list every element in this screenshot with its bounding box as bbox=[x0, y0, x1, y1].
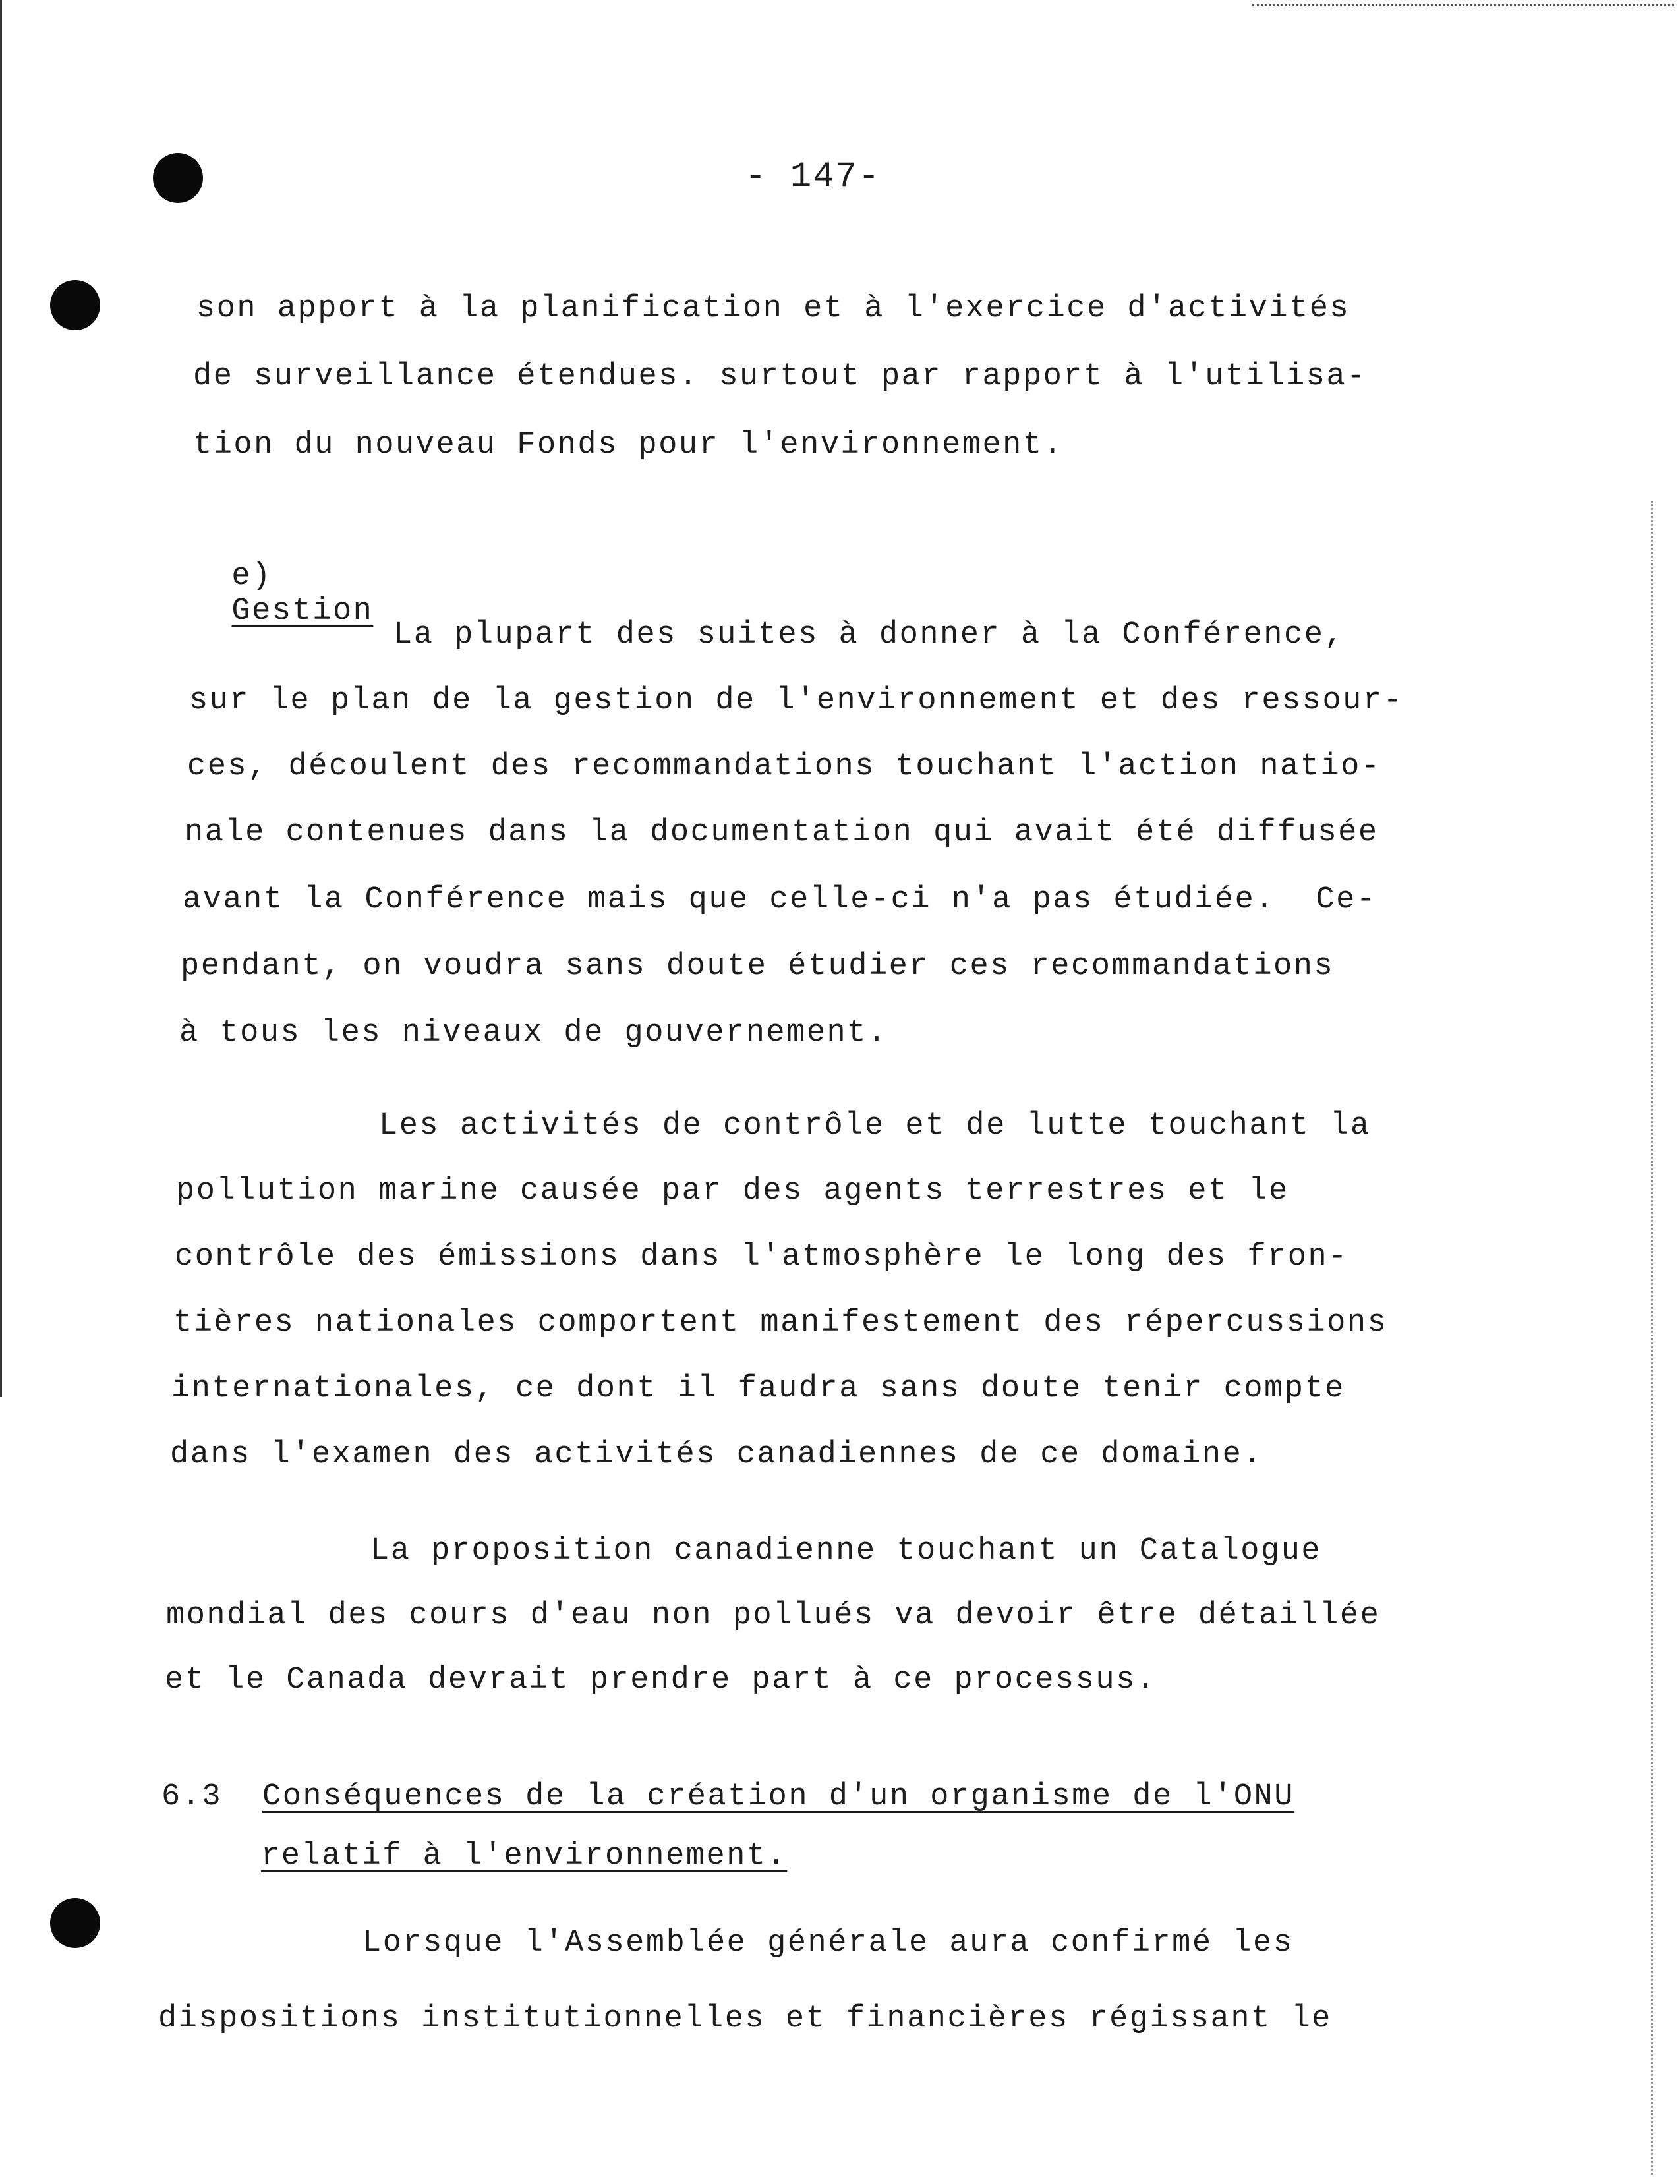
text-line: à tous les niveaux de gouvernement. bbox=[179, 1016, 888, 1050]
section-e-label: e) bbox=[231, 559, 272, 594]
text-line: pollution marine causée par des agents terrestres et le bbox=[176, 1174, 1289, 1209]
text-line: dispositions institutionnelles et financières régissant le bbox=[158, 2001, 1332, 2036]
text-line: nale contenues dans la documentation qui avait été diffusée bbox=[185, 815, 1379, 850]
scan-top-rule bbox=[1252, 4, 1674, 6]
text-line: La plupart des suites à donner à la Conférence, bbox=[393, 618, 1345, 652]
text-line: de surveillance étendues. surtout par rapport à l'utilisa- bbox=[193, 359, 1367, 394]
text-line: avant la Conférence mais que celle-ci n'a pas étudiée. Ce- bbox=[183, 882, 1377, 917]
text-line: tion du nouveau Fonds pour l'environnement. bbox=[193, 428, 1064, 463]
text-line: son apport à la planification et à l'exercice d'activités bbox=[196, 291, 1350, 326]
scan-right-edge-noise bbox=[1651, 501, 1660, 2175]
punch-hole-lower bbox=[50, 1898, 100, 1948]
section-6-3-title-line2: relatif à l'environnement. bbox=[261, 1839, 788, 1874]
text-line: ces, découlent des recommandations touchant l'action natio- bbox=[187, 749, 1381, 784]
text-line: mondial des cours d'eau non pollués va devoir être détaillée bbox=[166, 1598, 1381, 1633]
punch-hole-top bbox=[153, 153, 203, 203]
section-6-3-title-line1: Conséquences de la création d'un organisme de l'ONU bbox=[262, 1779, 1294, 1814]
page-number: - 147- bbox=[745, 157, 881, 197]
scan-left-edge bbox=[0, 0, 2, 1397]
text-line: dans l'examen des activités canadiennes de ce domaine. bbox=[170, 1437, 1263, 1472]
text-line: Lorsque l'Assemblée générale aura confirmé les bbox=[362, 1926, 1294, 1961]
section-6-3-number: 6.3 bbox=[161, 1779, 223, 1814]
text-line: sur le plan de la gestion de l'environnement et des ressour- bbox=[189, 683, 1404, 718]
punch-hole-upper bbox=[50, 280, 100, 330]
text-line: Les activités de contrôle et de lutte touchant la bbox=[379, 1108, 1371, 1143]
text-line: contrôle des émissions dans l'atmosphère le long des fron- bbox=[175, 1240, 1348, 1275]
text-line: internationales, ce dont il faudra sans doute tenir compte bbox=[171, 1371, 1345, 1406]
section-e-title: Gestion bbox=[231, 594, 374, 629]
text-line: et le Canada devrait prendre part à ce processus. bbox=[165, 1663, 1157, 1698]
text-line: tières nationales comportent manifestement des répercussions bbox=[173, 1306, 1388, 1340]
text-line: pendant, on voudra sans doute étudier ces recommandations bbox=[181, 949, 1335, 984]
text-line: La proposition canadienne touchant un Catalogue bbox=[370, 1534, 1322, 1568]
section-e-heading bbox=[191, 524, 373, 629]
